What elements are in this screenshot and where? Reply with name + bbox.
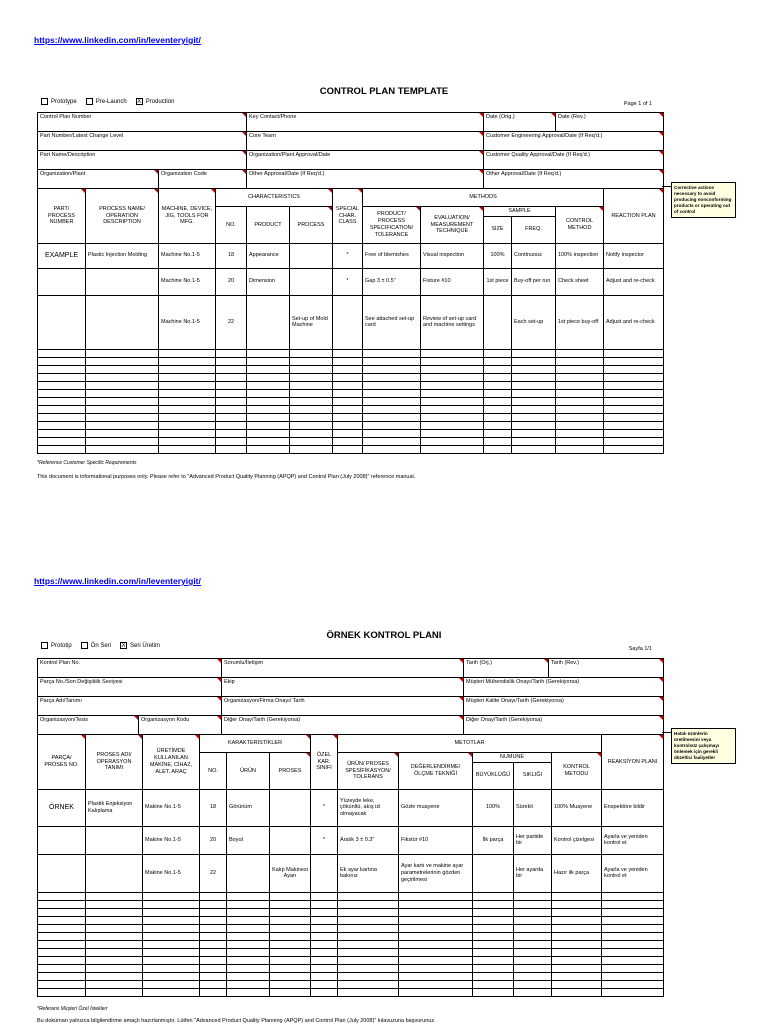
empty-cell[interactable] (86, 916, 143, 924)
col-sample-size: SIZE (484, 216, 512, 243)
ekip-field[interactable]: Ekip (222, 678, 464, 697)
col-metotlar: METOTLAR (338, 735, 602, 753)
organization-code-field[interactable]: Organization Code (159, 170, 247, 189)
empty-cell[interactable] (473, 892, 514, 900)
empty-cell[interactable] (200, 964, 227, 972)
empty-cell[interactable] (311, 980, 338, 988)
empty-cell[interactable] (38, 908, 86, 916)
col-urun: ÜRÜN (227, 753, 270, 790)
empty-cell[interactable] (473, 924, 514, 932)
empty-cell[interactable] (514, 940, 552, 948)
col-evaluation: EVALUATION/ MEASUREMENT TECHNIQUE (421, 207, 484, 244)
empty-cell[interactable] (86, 900, 143, 908)
empty-cell[interactable] (338, 980, 399, 988)
linkedin-link[interactable]: https://www.linkedin.com/in/leventeryigit/ (34, 35, 201, 45)
empty-cell[interactable] (514, 988, 552, 996)
empty-cell[interactable] (270, 940, 311, 948)
empty-cell[interactable] (552, 964, 602, 972)
empty-cell[interactable] (602, 964, 664, 972)
empty-cell[interactable] (473, 940, 514, 948)
prototype-label: Prototype (51, 98, 77, 105)
disclaimer-text: This document is informational purposes only. Please refer to "Advanced Product Quality Planning (APQP) and Control Plan (July 2008)" reference manual. (37, 474, 416, 480)
parca-adi-field[interactable]: Parça Adı/Tanımı (38, 697, 222, 716)
empty-cell[interactable] (338, 916, 399, 924)
empty-cell[interactable] (86, 948, 143, 956)
empty-cell[interactable] (143, 956, 200, 964)
empty-row (38, 956, 664, 964)
empty-row (38, 964, 664, 972)
control-plan-number-field[interactable]: Control Plan Number (38, 113, 247, 132)
empty-cell[interactable] (473, 956, 514, 964)
empty-cell[interactable] (200, 948, 227, 956)
empty-cell[interactable] (514, 948, 552, 956)
core-team-field[interactable]: Core Team (247, 132, 484, 151)
empty-cell[interactable] (38, 988, 86, 996)
empty-row (38, 892, 664, 900)
empty-cell[interactable] (311, 948, 338, 956)
col-process: PROCESS (290, 207, 333, 244)
empty-cell[interactable] (311, 988, 338, 996)
empty-cell[interactable] (338, 932, 399, 940)
empty-cell[interactable] (552, 972, 602, 980)
empty-cell[interactable] (514, 980, 552, 988)
empty-cell[interactable] (311, 924, 338, 932)
empty-cell[interactable] (552, 916, 602, 924)
empty-cell[interactable] (143, 900, 200, 908)
empty-cell[interactable] (227, 916, 270, 924)
empty-cell[interactable] (38, 956, 86, 964)
plant-approval-field[interactable]: Organization/Plant Approval/Date (247, 151, 484, 170)
col-sample: SAMPLE (484, 207, 556, 217)
empty-cell[interactable] (270, 964, 311, 972)
empty-cell[interactable] (338, 972, 399, 980)
empty-cell[interactable] (399, 988, 473, 996)
col-parca-no: PARÇA/ PROSES NO. (38, 735, 86, 790)
empty-cell[interactable] (602, 892, 664, 900)
empty-cell[interactable] (227, 980, 270, 988)
page-title: CONTROL PLAN TEMPLATE (319, 86, 449, 97)
empty-row (38, 972, 664, 980)
empty-cell[interactable] (38, 892, 86, 900)
col-no-tr: NO. (200, 753, 227, 790)
col-sample-freq: FREQ. (512, 216, 556, 243)
empty-cell[interactable] (38, 916, 86, 924)
empty-cell[interactable] (473, 988, 514, 996)
production-checkbox[interactable]: X (137, 99, 142, 105)
empty-cell[interactable] (38, 948, 86, 956)
empty-cell[interactable] (602, 972, 664, 980)
col-proses-adi: PROSES ADI/ OPERASYON TANIMI (86, 735, 143, 790)
empty-cell[interactable] (399, 916, 473, 924)
empty-cell[interactable] (311, 972, 338, 980)
empty-cell[interactable] (38, 900, 86, 908)
col-sikligi: SIKLIĞI (514, 762, 552, 789)
blank-rows-tr (38, 892, 664, 996)
empty-cell[interactable] (86, 980, 143, 988)
empty-cell[interactable] (514, 892, 552, 900)
empty-cell[interactable] (200, 900, 227, 908)
empty-cell[interactable] (399, 948, 473, 956)
empty-cell[interactable] (227, 988, 270, 996)
empty-cell[interactable] (227, 924, 270, 932)
empty-cell[interactable] (38, 932, 86, 940)
empty-cell[interactable] (602, 932, 664, 940)
empty-cell[interactable] (270, 956, 311, 964)
empty-cell[interactable] (270, 932, 311, 940)
empty-cell[interactable] (602, 940, 664, 948)
empty-cell[interactable] (86, 988, 143, 996)
page-number: Page 1 of 1 (623, 101, 652, 107)
empty-cell[interactable] (38, 964, 86, 972)
col-ozel-kar: ÖZEL KAR. SINIFI (311, 735, 338, 790)
empty-cell[interactable] (338, 900, 399, 908)
empty-cell[interactable] (473, 964, 514, 972)
empty-cell[interactable] (602, 916, 664, 924)
empty-cell[interactable] (311, 956, 338, 964)
empty-cell[interactable] (227, 932, 270, 940)
empty-cell[interactable] (473, 900, 514, 908)
empty-cell[interactable] (86, 932, 143, 940)
empty-cell[interactable] (143, 932, 200, 940)
empty-cell[interactable] (143, 988, 200, 996)
reference-footnote-tr: *Referans Müşteri Özel İstekleri (37, 1006, 108, 1012)
empty-cell[interactable] (38, 972, 86, 980)
empty-cell[interactable] (552, 892, 602, 900)
empty-cell[interactable] (86, 956, 143, 964)
empty-cell[interactable] (602, 980, 664, 988)
kontrol-plan-no-field[interactable]: Kontrol Plan No. (38, 659, 222, 678)
col-process-name: PROCESS NAME/ OPERATION DESCRIPTION (86, 189, 159, 244)
empty-cell[interactable] (143, 916, 200, 924)
empty-cell[interactable] (602, 956, 664, 964)
col-control-method: CONTROL METHOD (556, 207, 604, 244)
empty-cell[interactable] (270, 948, 311, 956)
empty-cell[interactable] (399, 940, 473, 948)
parca-no-field[interactable]: Parça No./Son Değişiklik Seviyesi (38, 678, 222, 697)
empty-cell[interactable] (514, 916, 552, 924)
empty-cell[interactable] (399, 924, 473, 932)
corrective-action-note-tr: Hatalı ürünlerin üretilmesini veya kontrolsüz çalışmayı önlemek için gerekli düzeltici faaliyetler (671, 728, 736, 764)
empty-row (38, 900, 664, 908)
table-row: Machine No.1-5 20 Dimension * Gap 3 ± 0.5" Fixture #10 1st piece Buy-off per run Check sheet Adjust and re-check (38, 268, 664, 295)
empty-cell[interactable] (399, 932, 473, 940)
date-orig-field[interactable]: Date (Orig.) (484, 113, 556, 132)
linkedin-link-tr[interactable]: https://www.linkedin.com/in/leventeryigit/ (34, 576, 201, 586)
organization-plant-field[interactable]: Organization/Plant (38, 170, 159, 189)
empty-cell[interactable] (338, 892, 399, 900)
empty-cell[interactable] (602, 900, 664, 908)
prototip-checkbox[interactable] (41, 642, 48, 649)
page-title-tr: ÖRNEK KONTROL PLANI (326, 630, 442, 641)
empty-cell[interactable] (514, 956, 552, 964)
seri-uretim-checkbox[interactable]: X (121, 643, 126, 649)
empty-cell[interactable] (227, 940, 270, 948)
empty-cell[interactable] (552, 924, 602, 932)
page-number-tr: Sayfa 1/1 (628, 646, 652, 652)
empty-cell[interactable] (200, 972, 227, 980)
table-row: Makine No.1-5 22 Kalıp Makinesi Ayarı Ek ayar kartına bakınız Ayar kartı ve makine ayar parametrelerinin gözden geçirilmesi Her ayarda bir Hazır ilk parça Ayarla ve yeniden kontrol et (38, 854, 664, 892)
empty-cell[interactable] (338, 964, 399, 972)
empty-cell[interactable] (143, 964, 200, 972)
empty-cell[interactable] (399, 964, 473, 972)
organizasyon-kodu-field[interactable]: Organizasyon Kodu (139, 716, 222, 735)
date-rev-field[interactable]: Date (Rev.) (556, 113, 664, 132)
col-machine: MACHINE, DEVICE, JIG, TOOLS FOR MFG. (159, 189, 216, 244)
document-stage-options-tr (41, 642, 160, 649)
empty-cell[interactable] (338, 924, 399, 932)
empty-cell[interactable] (552, 980, 602, 988)
empty-cell[interactable] (143, 940, 200, 948)
customer-engineering-approval-field[interactable]: Customer Engineering Approval/Date (If Req'd.) (484, 132, 664, 151)
empty-cell[interactable] (338, 948, 399, 956)
table-row: EXAMPLE Plastic Injection Molding Machine No.1-5 18 Appearance * Free of blemishes Visual inspection 100% Continuous 100% inspection Notify inspector (38, 243, 664, 268)
col-proses: PROSES (270, 753, 311, 790)
on-seri-label: Ön Seri (90, 642, 112, 649)
col-product: PRODUCT (247, 207, 290, 244)
other-approval-field[interactable]: Other Approval/Date (If Req'd.) (247, 170, 484, 189)
empty-cell[interactable] (473, 908, 514, 916)
empty-cell[interactable] (200, 956, 227, 964)
seri-uretim-label: Seri Üretim (130, 642, 161, 649)
diger-onay-field-2[interactable]: Diğer Onay/Tarih (Gerekiyorsa) (464, 716, 664, 735)
musteri-muhendislik-field[interactable]: Müşteri Mühendislik Onayı/Tarih (Gerekiyorsa) (464, 678, 664, 697)
empty-cell[interactable] (200, 892, 227, 900)
empty-cell[interactable] (311, 940, 338, 948)
col-special-char: SPECIAL CHAR. CLASS (333, 189, 363, 244)
col-no: NO. (216, 207, 247, 244)
table-row: Machine No.1-5 22 Set-up of Mold Machine See attached set-up card Review of set-up card and machine settings Each set-up 1st piece buy-off Adjust and re-check (38, 295, 664, 349)
empty-cell[interactable] (552, 900, 602, 908)
table-row: Makine No.1-5 20 Boyut * Aralık 3 ± 0.3" Fikstür #10 İlk parça Her partide bir Kontrol çizelgesi Ayarla ve yeniden kontrol et (38, 826, 664, 854)
empty-cell[interactable] (473, 916, 514, 924)
empty-cell[interactable] (311, 932, 338, 940)
empty-cell[interactable] (227, 892, 270, 900)
empty-cell[interactable] (311, 892, 338, 900)
empty-cell[interactable] (399, 980, 473, 988)
col-karakteristikler: KARAKTERİSTİKLER (200, 735, 311, 753)
empty-row (38, 988, 664, 996)
empty-cell[interactable] (602, 988, 664, 996)
empty-cell[interactable] (270, 916, 311, 924)
empty-cell[interactable] (602, 908, 664, 916)
on-seri-checkbox[interactable] (81, 642, 88, 649)
empty-cell[interactable] (227, 900, 270, 908)
empty-cell[interactable] (38, 924, 86, 932)
empty-cell[interactable] (552, 932, 602, 940)
empty-cell[interactable] (338, 988, 399, 996)
empty-cell[interactable] (399, 900, 473, 908)
empty-cell[interactable] (473, 932, 514, 940)
empty-cell[interactable] (200, 940, 227, 948)
musteri-kalite-field[interactable]: Müşteri Kalite Onayı/Tarih (Gerekiyorsa) (464, 697, 664, 716)
empty-cell[interactable] (200, 924, 227, 932)
control-plan-table-tr (37, 734, 664, 997)
empty-cell[interactable] (86, 892, 143, 900)
empty-cell[interactable] (473, 972, 514, 980)
empty-cell[interactable] (311, 900, 338, 908)
empty-row (38, 908, 664, 916)
col-makine: ÜRETİMDE KULLANILAN MAKİNE, CİHAZ, ALET, ARAÇ (143, 735, 200, 790)
key-contact-field[interactable]: Key Contact/Phone (247, 113, 484, 132)
col-numune: NUMUNE (473, 753, 552, 763)
empty-cell[interactable] (514, 972, 552, 980)
empty-cell[interactable] (200, 980, 227, 988)
col-spesifikasyon: ÜRÜN/ PROSES SPESİFİKASYON/ TOLERANS (338, 753, 399, 790)
col-specification: PRODUCT/ PROCESS SPECIFICATION/ TOLERANCE (363, 207, 421, 244)
empty-cell[interactable] (399, 972, 473, 980)
empty-cell[interactable] (227, 948, 270, 956)
empty-cell[interactable] (514, 900, 552, 908)
empty-cell[interactable] (143, 892, 200, 900)
empty-cell[interactable] (200, 908, 227, 916)
empty-cell[interactable] (270, 900, 311, 908)
empty-cell[interactable] (311, 916, 338, 924)
empty-cell[interactable] (399, 956, 473, 964)
empty-cell[interactable] (270, 988, 311, 996)
production-label: Production (145, 98, 175, 105)
empty-cell[interactable] (399, 908, 473, 916)
col-reaksiyon-plani: REAKSİYON PLANI (602, 735, 664, 790)
empty-cell[interactable] (227, 908, 270, 916)
col-methods: METHODS (363, 189, 604, 207)
empty-cell[interactable] (399, 892, 473, 900)
empty-cell[interactable] (514, 908, 552, 916)
col-buyuklugu: BÜYÜKLÜĞÜ (473, 762, 514, 789)
empty-cell[interactable] (38, 980, 86, 988)
disclaimer-text-tr: Bu doküman yalnızca bilgilendirme amaçlı hazırlanmıştır. Lütfen "Advanced Product Quality Planning (APQP) and Control Plan (July 2008)" kılavuzuna başvurunuz. (37, 1018, 436, 1024)
empty-cell[interactable] (270, 908, 311, 916)
empty-cell[interactable] (86, 940, 143, 948)
empty-cell[interactable] (552, 988, 602, 996)
table-row: ÖRNEK Plastik Enjeksiyon Kalıplama Makine No.1-5 18 Görünüm * Yüzeyde leke, çökünltü, akış izi olmayacak Gözle muayene 100% Sürekli 100% Muayene Enspektöre bildir (38, 789, 664, 826)
empty-cell[interactable] (514, 932, 552, 940)
prototip-label: Prototip (51, 642, 72, 649)
empty-cell[interactable] (200, 932, 227, 940)
empty-cell[interactable] (86, 924, 143, 932)
empty-row (38, 916, 664, 924)
empty-cell[interactable] (143, 924, 200, 932)
empty-cell[interactable] (552, 956, 602, 964)
organizasyon-tesis-field[interactable]: Organizasyon/Tesis (38, 716, 139, 735)
empty-cell[interactable] (143, 948, 200, 956)
empty-cell[interactable] (143, 908, 200, 916)
empty-cell[interactable] (227, 972, 270, 980)
sorumlu-field[interactable]: Sorumlu/İletişim (222, 659, 464, 678)
tarih-orj-field[interactable]: Tarih (Orj.) (464, 659, 549, 678)
empty-cell[interactable] (514, 924, 552, 932)
empty-cell[interactable] (552, 948, 602, 956)
col-kontrol-metodu: KONTROL METODU (552, 753, 602, 790)
empty-cell[interactable] (227, 956, 270, 964)
empty-cell[interactable] (311, 964, 338, 972)
empty-cell[interactable] (338, 940, 399, 948)
empty-row (38, 940, 664, 948)
col-part-number: PART/ PROCESS NUMBER (38, 189, 86, 244)
empty-cell[interactable] (200, 916, 227, 924)
empty-cell[interactable] (86, 972, 143, 980)
empty-cell[interactable] (270, 980, 311, 988)
empty-cell[interactable] (552, 908, 602, 916)
empty-cell[interactable] (602, 948, 664, 956)
empty-row (38, 932, 664, 940)
col-degerlendirme: DEĞERLENDİRME/ ÖLÇME TEKNİĞİ (399, 753, 473, 790)
corrective-action-note: Corrective actions necessary to avoid producing nonconforming products or operating out of control (671, 182, 736, 218)
empty-row (38, 924, 664, 932)
empty-cell[interactable] (338, 908, 399, 916)
firma-onayi-field[interactable]: Organizasyon/Firma Onayı/ Tarih (222, 697, 464, 716)
reference-footnote: *Reference Customer Specific Requirements (37, 460, 137, 466)
empty-cell[interactable] (227, 964, 270, 972)
diger-onay-field[interactable]: Diğer Onay/Tarih (Gerekiyorsa) (222, 716, 464, 735)
customer-quality-approval-field[interactable]: Customer Quality Approval/Date (If Req'd.) (484, 151, 664, 170)
empty-cell[interactable] (311, 908, 338, 916)
other-approval-field-2[interactable]: Other Approval/Date (If Req'd.) (484, 170, 664, 189)
part-name-field[interactable]: Part Name/Description (38, 151, 247, 170)
header-fields-tr (37, 658, 664, 735)
empty-cell[interactable] (143, 980, 200, 988)
empty-cell[interactable] (514, 964, 552, 972)
prelaunch-label: Pre-Launch (95, 98, 127, 105)
empty-cell[interactable] (602, 924, 664, 932)
part-number-field[interactable]: Part Number/Latest Change Level (38, 132, 247, 151)
empty-cell[interactable] (270, 892, 311, 900)
empty-cell[interactable] (143, 972, 200, 980)
empty-cell[interactable] (473, 980, 514, 988)
empty-cell[interactable] (270, 972, 311, 980)
empty-cell[interactable] (200, 988, 227, 996)
empty-cell[interactable] (552, 940, 602, 948)
empty-cell[interactable] (338, 956, 399, 964)
empty-cell[interactable] (86, 964, 143, 972)
empty-cell[interactable] (270, 924, 311, 932)
tarih-rev-field[interactable]: Tarih (Rev.) (549, 659, 664, 678)
empty-row (38, 980, 664, 988)
empty-row (38, 948, 664, 956)
col-reaction-plan: REACTION PLAN (604, 189, 664, 244)
col-characteristics: CHARACTERISTICS (216, 189, 333, 207)
empty-cell[interactable] (38, 940, 86, 948)
empty-cell[interactable] (86, 908, 143, 916)
empty-cell[interactable] (473, 948, 514, 956)
